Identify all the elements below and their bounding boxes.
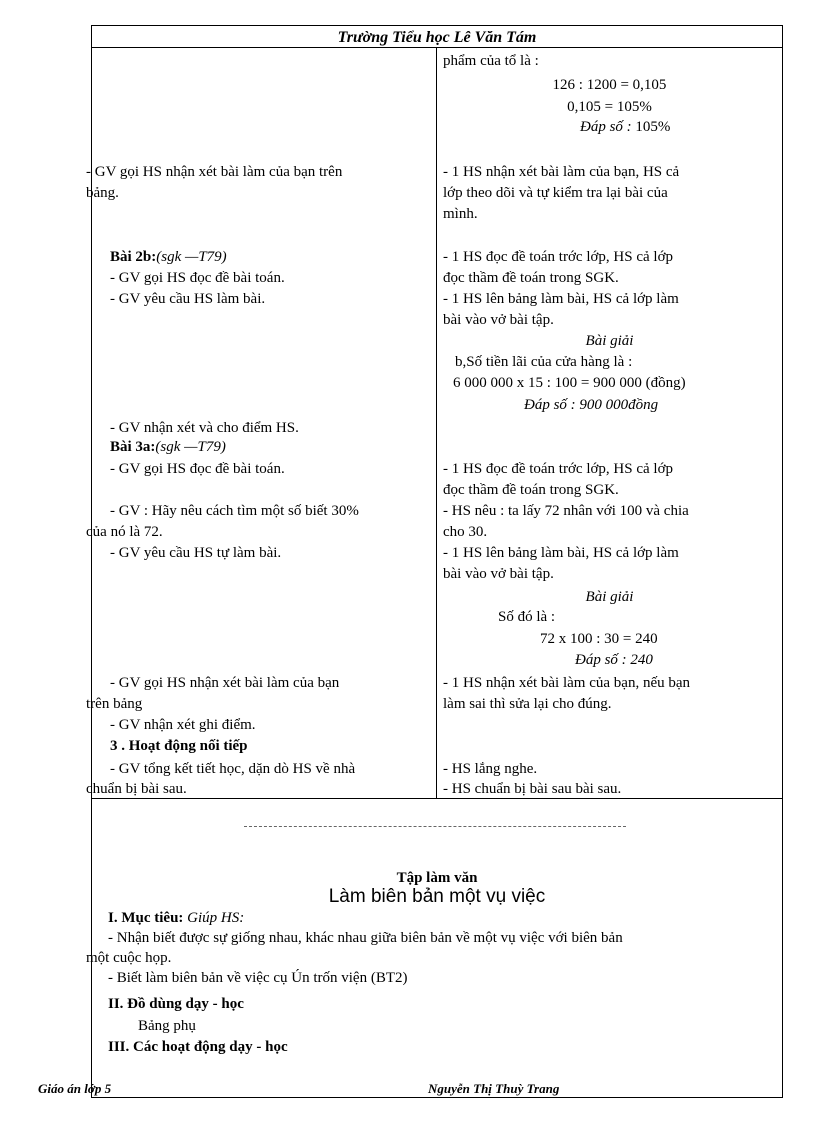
solution-heading: Bài giải <box>585 589 634 605</box>
right-line: đọc thầm đề toán trong SGK. <box>443 270 619 286</box>
left-line: chuẩn bị bài sau. <box>86 781 187 797</box>
tools-text: Bảng phụ <box>138 1018 196 1034</box>
objectives-title: I. Mục tiêu: <box>108 910 184 926</box>
right-line: - HS nêu : ta lấy 72 nhân với 100 và chia <box>443 503 689 519</box>
right-line: bài vào vở bài tập. <box>443 566 554 582</box>
right-line: - HS chuẩn bị bài sau bài sau. <box>443 781 622 797</box>
table-bottom-rule <box>91 798 783 799</box>
right-line: - 1 HS nhận xét bài làm của bạn, HS cả <box>443 164 680 180</box>
left-line: trên bảng <box>86 696 143 712</box>
right-line: - 1 HS lên bảng làm bài, HS cả lớp làm <box>443 545 679 561</box>
answer-label: Đáp số : <box>580 119 632 135</box>
left-line: - GV yêu cầu HS làm bài. <box>110 291 266 307</box>
answer-line: Đáp số : 240 <box>575 652 653 668</box>
column-divider <box>436 48 437 798</box>
right-line: 126 : 1200 = 0,105 <box>552 77 667 93</box>
header-rule <box>91 47 783 48</box>
left-line: - GV gọi HS nhận xét bài làm của bạn <box>110 675 340 691</box>
exercise-ref: (sgk —T79) <box>155 439 226 455</box>
left-line: - GV : Hãy nêu cách tìm một số biết 30% <box>110 503 359 519</box>
right-line: lớp theo dõi và tự kiểm tra lại bài của <box>443 185 668 201</box>
left-line: - GV gọi HS nhận xét bài làm của bạn trên <box>86 164 343 180</box>
left-line: - GV tổng kết tiết học, dặn dò HS về nhà <box>110 761 356 777</box>
answer-line: Đáp số : 900 000đồng <box>524 397 659 413</box>
activities-heading: III. Các hoạt động dạy - học <box>108 1039 288 1055</box>
right-line: 6 000 000 x 15 : 100 = 900 000 (đồng) <box>453 375 686 391</box>
objective-line: - Nhận biết được sự giống nhau, khác nhau giữa biên bản về một vụ việc với biên bản <box>108 930 623 946</box>
objective-line: một cuộc họp. <box>86 950 172 966</box>
right-line: 72 x 100 : 30 = 240 <box>540 631 658 647</box>
right-line: cho 30. <box>443 524 488 540</box>
right-line: đọc thầm đề toán trong SGK. <box>443 482 619 498</box>
right-line: phẩm của tổ là : <box>443 53 539 69</box>
exercise-title: Bài 3a: <box>110 439 156 455</box>
right-line: bài vào vở bài tập. <box>443 312 554 328</box>
right-line: b,Số tiền lãi của cửa hàng là : <box>455 354 633 370</box>
objectives-heading <box>108 910 244 927</box>
right-line: - 1 HS đọc đề toán trớc lớp, HS cả lớp <box>443 461 674 477</box>
section-heading: 3 . Hoạt động nối tiếp <box>110 738 248 754</box>
solution-heading: Bài giải <box>585 333 634 349</box>
right-line: - 1 HS nhận xét bài làm của bạn, nếu bạn <box>443 675 691 691</box>
lesson-title: Làm biên bản một vụ việc <box>328 886 546 907</box>
exercise-heading <box>110 439 226 456</box>
exercise-ref: (sgk —T79) <box>156 249 227 265</box>
objective-line: - Biết làm biên bản về việc cụ Ún trốn viện (BT2) <box>108 970 408 986</box>
exercise-heading <box>110 249 227 266</box>
right-line: mình. <box>443 206 478 222</box>
tools-heading: II. Đồ dùng dạy - học <box>108 996 244 1012</box>
exercise-title: Bài 2b: <box>110 249 157 265</box>
section-separator <box>244 826 626 827</box>
left-line: của nó là 72. <box>86 524 163 540</box>
left-line: - GV gọi HS đọc đề bài toán. <box>110 270 285 286</box>
left-line: - GV nhận xét ghi điểm. <box>110 717 256 733</box>
left-line: - GV nhận xét và cho điểm HS. <box>110 420 299 436</box>
answer-value: 105% <box>631 119 671 135</box>
right-line: - 1 HS đọc đề toán trớc lớp, HS cả lớp <box>443 249 674 265</box>
right-line: làm sai thì sửa lại cho đúng. <box>443 696 612 712</box>
answer-line <box>580 119 670 136</box>
lesson-subject: Tập làm văn <box>396 870 478 886</box>
left-line: - GV yêu cầu HS tự làm bài. <box>110 545 282 561</box>
school-header: Trường Tiểu học Lê Văn Tám <box>337 29 537 46</box>
objectives-sub: Giúp HS: <box>183 910 245 926</box>
left-line: - GV gọi HS đọc đề bài toán. <box>110 461 285 477</box>
left-line: bảng. <box>86 185 119 201</box>
right-line: - HS lắng nghe. <box>443 761 538 777</box>
right-line: - 1 HS lên bảng làm bài, HS cả lớp làm <box>443 291 679 307</box>
right-line: Số đó là : <box>498 609 556 625</box>
footer-left: Giáo án lớp 5 <box>38 1081 112 1096</box>
right-line: 0,105 = 105% <box>567 99 652 115</box>
footer-right: Nguyễn Thị Thuỳ Trang <box>428 1081 560 1096</box>
